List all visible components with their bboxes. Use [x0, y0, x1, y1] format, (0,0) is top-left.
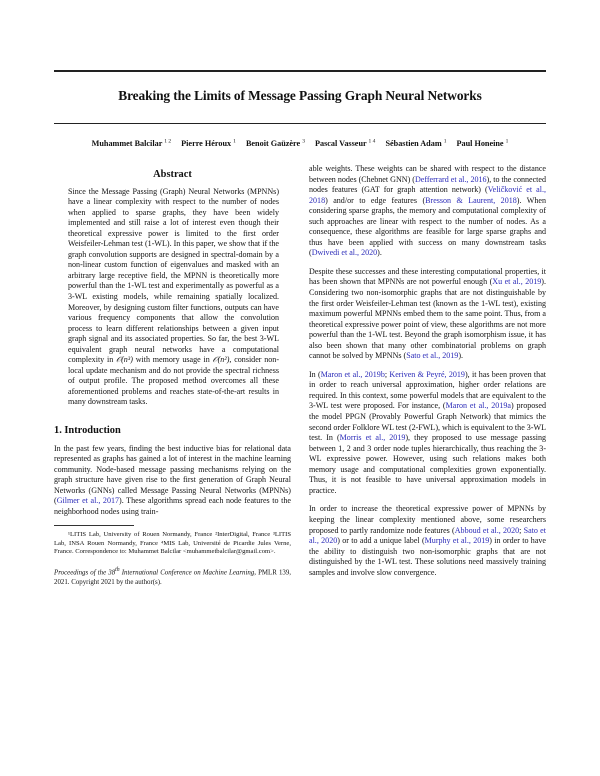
author-list	[40, 138, 560, 148]
author: Pierre Héroux $^1$	[181, 138, 236, 148]
citation-link[interactable]: Abboud et al., 2020	[454, 525, 520, 535]
paper-title: Breaking the Limits of Message Passing Graph Neural Networks	[118, 88, 482, 103]
citation-link[interactable]: Keriven & Peyré, 2019	[389, 369, 465, 379]
author: Pascal Vasseur $^{1 4}$	[315, 138, 376, 148]
citation-link[interactable]: Morris et al., 2019	[339, 433, 406, 443]
citation-link[interactable]: Veličković et al., 2018	[309, 185, 546, 205]
body-paragraph: Despite these successes and these interesting computational properties, it has been shown that MPNNs are not powerful enough (Xu et al., 2019). Considering two non-isomorphic graphs that are not distinguishable by the first order Weisfeiler-Lehman test (known as the 1-WL test), existing maximum powerful MPNNs embed them to the same point. Thus, from a theoretical expressive power point of view, these algorithms are not more powerful than the 1-WL test. Beyond the graph isomorphism issue, it has also been shown that many other combinatorial problems on graph cannot be solved by MPNNs (Sato et al., 2019).	[309, 266, 546, 361]
citation-link[interactable]: Dwivedi et al., 2020	[311, 248, 378, 258]
author: Paul Honeine $^1$	[456, 138, 509, 148]
citation-link[interactable]: Bresson & Laurent, 2018	[425, 195, 517, 205]
citation-link[interactable]: Gilmer et al., 2017	[56, 496, 120, 506]
citation-link[interactable]: Murphy et al., 2019	[424, 536, 490, 546]
body-paragraph: In (Maron et al., 2019b; Keriven & Peyré, 2019), it has been proven that in order to reach universal approximation, higher order relations are required. In this context, some powerful models that are equivalent to the 3-WL test were proposed. For instance, (Maron et al., 2019a) proposed the model PPGN (Provably Powerful Graph Network) that mimics the second order Folklore WL test (2-FWL), which is equivalent to the 3-WL test. In (Morris et al., 2019), they proposed to use message passing between 1, 2 and 3 order node tuples hierarchically, thus reaching the 3-WL expressive power. However, using such relations makes both memory usage and computational complexities grown exponentially. Thus, it is not feasible to have universal approximation models in practice.	[309, 369, 546, 495]
intro-paragraph: In the past few years, finding the best inductive bias for relational data represented as graphs has gained a lot of interest in the machine learning community. Node-based message passing mechanisms relying on the graph structure have given rise to the first generation of Graph Neural Networks (GNNs) called Message Passing Neural Networks (MPNNs) (Gilmer et al., 2017). These algorithms spread each node features to the neighborhood nodes using train-	[54, 443, 291, 516]
body-paragraph: able weights. These weights can be shared with respect to the distance between nodes (Chebnet GNN) (Defferrard et al., 2016), to the connected nodes features (GAT for graph attention network) (Veličković et al., 2018) and/or to edge features (Bresson & Laurent, 2018). When considering sparse graphs, the memory and computational complexity of such approaches are linear with respect to the number of nodes. As a consequence, these algorithms are feasible for large sparse graphs and thus have been applied with success on many downstream tasks (Dwivedi et al., 2020).	[309, 164, 546, 258]
author: Benoit Gaüzère $^3$	[245, 138, 305, 148]
citation-link[interactable]: Maron et al., 2019a	[445, 401, 511, 411]
left-column	[54, 164, 291, 587]
footnote-rule	[54, 525, 134, 526]
author: Muhammet Balcilar $^{1 2}$	[91, 138, 172, 148]
proceedings-note: Proceedings of the 38th International Conference on Machine Learning, PMLR 139, 2021. Copyright 2021 by the author(s).	[54, 567, 292, 586]
title-top-rule	[54, 70, 546, 72]
abstract-text: Since the Message Passing (Graph) Neural Networks (MPNNs) have a linear complexity with respect to the number of nodes when applied to sparse graphs, they have been widely implemented and still raise a lot of interest even though their theoretical expressive power is limited to the first order Weisfeiler-Lehman test (1-WL). In this paper, we show that if the graph convolution supports are designed in spectral-domain by a non-linear custom function of eigenvalues and masked with an arbitrary large receptive field, the MPNN is theoretically more powerful than the 1-WL test and experimentally as powerful as a 3-WL existing models, while remaining spatially localized. Moreover, by designing custom filter functions, outputs can have various frequency components that allow the convolution process to learn different relationships between a given input graph signal and its associated properties. So far, the best 3-WL equivalent graph neural networks have a computational complexity in 𝒪(n³) with memory usage in 𝒪(n²), consider non-local update mechanism and do not provide the spectral richness of output profile. The proposed method overcomes all these aforementioned problems and reaches state-of-the-art results in many downstream tasks.	[68, 186, 279, 407]
affiliations-footnote: ¹LITIS Lab, University of Rouen Normandy, France ²InterDigital, France ³LITIS Lab, INSA Rouen Normandy, France ⁴MIS Lab, Université de Picardie Jules Verne, France. Correspondence to: Muhammet Balcilar <muhammetbalcilar@gmail.com>.	[54, 531, 291, 555]
body-paragraph: In order to increase the theoretical expressive power of MPNNs by keeping the linear complexity mentioned above, some researchers proposed to partly randomize node features (Abboud et al., 2020; Sato et al., 2020) or to add a unique label (Murphy et al., 2019) in order to have the ability to distinguish two non-isomorphic graphs that are not distinguished by the 1-WL test. These solutions need massively training samples and involve slow convergence.	[309, 504, 546, 577]
citation-link[interactable]: Maron et al., 2019b	[320, 369, 385, 379]
citation-link[interactable]: Sato et al., 2019	[406, 351, 459, 361]
section-heading-introduction: 1. Introduction	[54, 425, 121, 437]
citation-link[interactable]: Defferrard et al., 2016	[414, 174, 487, 184]
citation-link[interactable]: Xu et al., 2019	[492, 277, 542, 287]
title-bottom-rule	[54, 123, 546, 124]
right-column	[309, 164, 546, 586]
citation-link[interactable]: Sato et al., 2020	[309, 525, 546, 546]
author: Sébastien Adam $^1$	[385, 138, 447, 148]
abstract-heading: Abstract	[153, 169, 192, 180]
